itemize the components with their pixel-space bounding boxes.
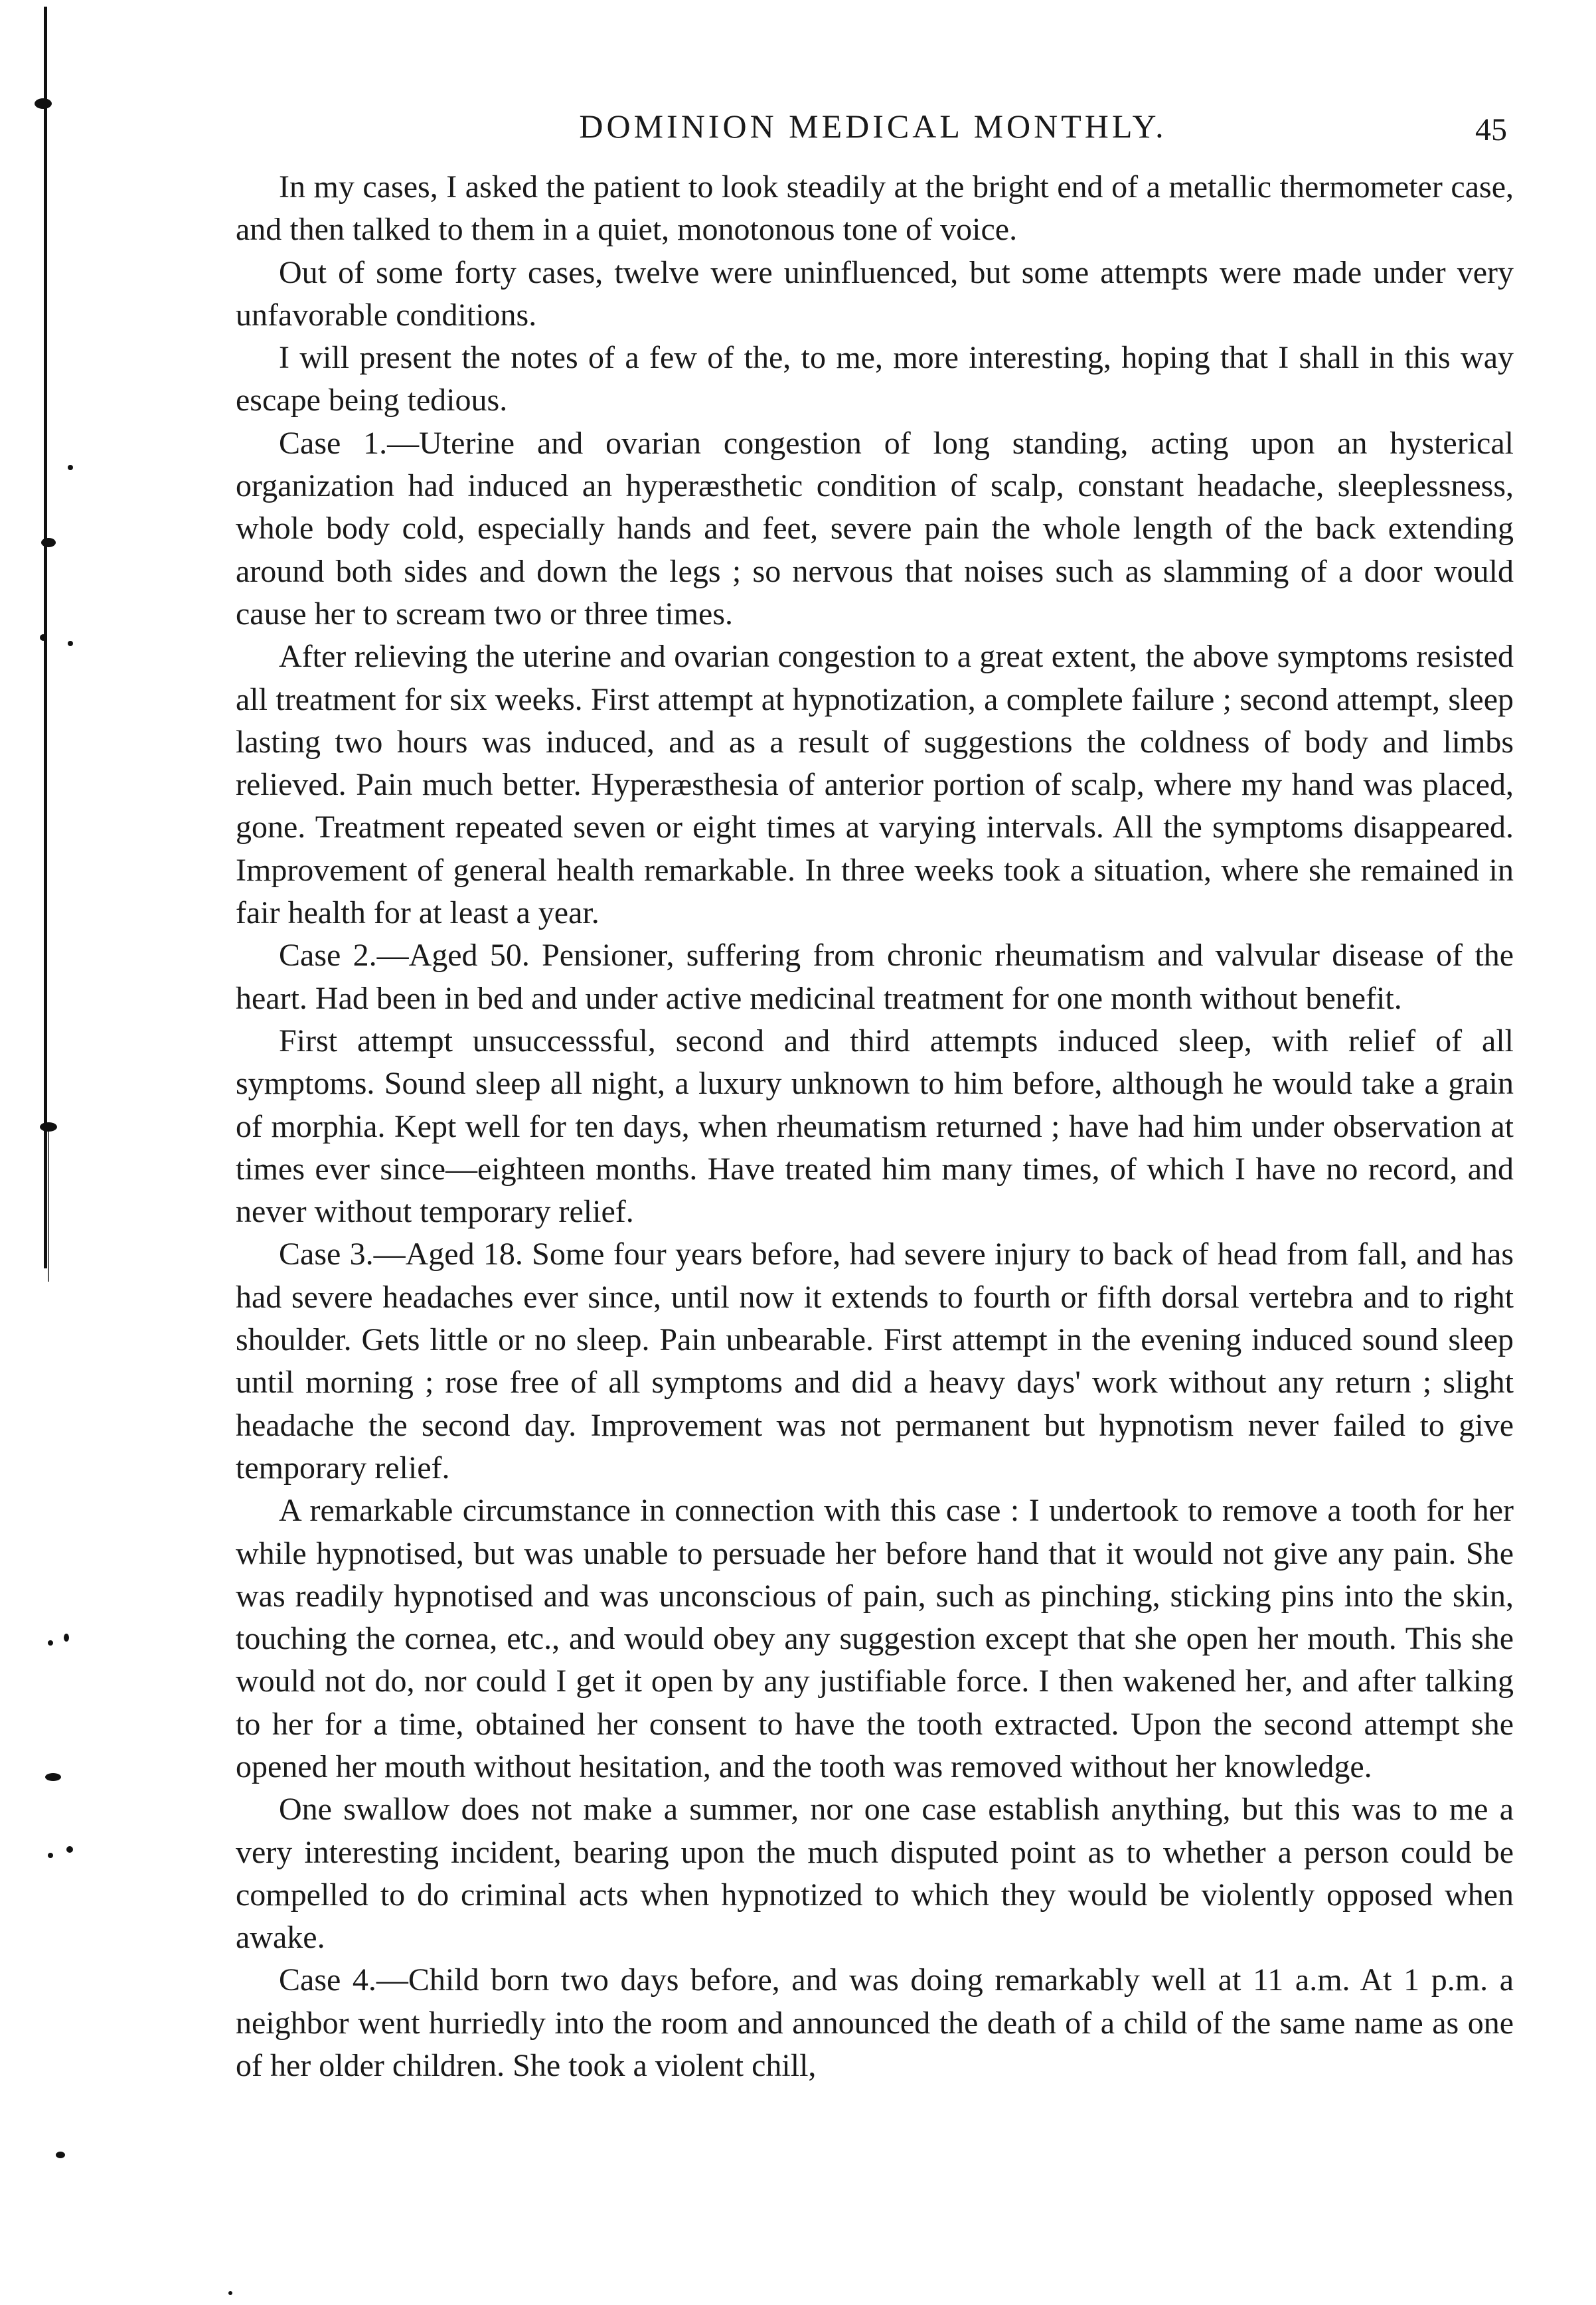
- scan-speck: [40, 1122, 57, 1132]
- scan-speck: [228, 2291, 232, 2295]
- page-header: [239, 100, 1507, 153]
- scan-speck: [64, 1634, 69, 1642]
- scan-speck: [68, 641, 73, 646]
- page-number: 45: [1475, 112, 1507, 147]
- paragraph-case-2: Case 2.—Aged 50. Pensioner, suffering from chronic rheumatism and valvular disease of the heart. Had been in bed and under active medicinal treatment for one month without benefit.: [236, 938, 1514, 1016]
- scan-speck: [66, 1846, 73, 1853]
- paragraph-case-1-treatment: After relieving the uterine and ovarian congestion to a great extent, the above symptoms resisted all treatment for six weeks. First attempt at hypnotization, a complete failure ; second attempt, sleep lasting two hours was induced, and as a result of suggestions the coldness of body and limbs relieved. Pain much better. Hyperæsthesia of anterior portion of scalp, where my hand was placed, gone. Treatment repeated seven or eight times at varying intervals. All the symptoms disappeared. Improvement of general health remarkable. In three weeks took a situation, where she remained in fair health for at least a year.: [236, 639, 1514, 931]
- scan-speck: [40, 634, 46, 641]
- scan-speck: [48, 1640, 53, 1646]
- paragraph-method: In my cases, I asked the patient to look steadily at the bright end of a metallic thermometer case, and then talked to them in a quiet, monotonous tone of voice.: [236, 169, 1514, 248]
- scan-speck: [41, 538, 56, 547]
- scan-speck: [56, 2152, 65, 2158]
- paragraph-intro-notes: I will present the notes of a few of the, to me, more interesting, hoping that I shall in this way escape being tedious.: [236, 340, 1514, 418]
- scan-speck: [68, 465, 73, 470]
- running-title: DOMINION MEDICAL MONTHLY.: [579, 108, 1167, 145]
- paragraph-case-4: Case 4.—Child born two days before, and was doing remarkably well at 11 a.m. At 1 p.m. a neighbor went hurriedly into the room and announced the death of a child of the same name as one of her older children. She took a violent chill,: [236, 1962, 1514, 2084]
- paragraph-case-2-treatment: First attempt unsuccesssful, second and third attempts induced sleep, with relief of all symptoms. Sound sleep all night, a luxury unknown to him before, although he would take a grain of morphia. Kept well for ten days, when rheumatism returned ; have had him under observation at times ever since—eighteen months. Have treated him many times, of which I have no record, and never without temporary relief.: [236, 1023, 1514, 1230]
- scan-speck: [35, 98, 52, 109]
- paragraph-case-1: Case 1.—Uterine and ovarian congestion of long standing, acting upon an hysterical organization had induced an hyperæsthetic condition of scalp, constant headache, sleeplessness, whole body cold, especially hands and feet, severe pain the whole length of the back extending around both sides and down the legs ; so nervous that noises such as slamming of a door would cause her to scream two or three times.: [236, 425, 1514, 632]
- scan-margin-rule-lower: [48, 1129, 49, 1282]
- scan-speck: [48, 1853, 53, 1858]
- paragraph-reflection: One swallow does not make a summer, nor one case establish anything, but this was to me a very interesting incident, bearing upon the much disputed point as to whether a person could be compelled to do criminal acts when hypnotized to which they would be violently opposed when awake.: [236, 1792, 1514, 1956]
- paragraph-case-3: Case 3.—Aged 18. Some four years before, had severe injury to back of head from fall, and has had severe headaches ever since, until now it extends to fourth or fifth dorsal vertebra and to right shoulder. Gets little or no sleep. Pain unbearable. First attempt in the evening induced sound sleep until morning ; rose free of all symptoms and did a heavy days' work without any return ; slight headache the second day. Improvement was not permanent but hypnotism never failed to give temporary relief.: [236, 1237, 1514, 1486]
- body-text: [236, 166, 1514, 2087]
- paragraph-case-3-tooth: A remarkable circumstance in connection with this case : I undertook to remove a tooth for her while hypnotised, but was unable to persuade her before hand that it would not give any pain. She was readily hypnotised and was unconscious of pain, such as pinching, sticking pins into the skin, touching the cornea, etc., and would obey any suggestion except that she open her mouth. This she would not do, nor could I get it open by any justifiable force. I then wakened her, and after talking to her for a time, obtained her consent to have the tooth extracted. Upon the second attempt she opened her mouth without hesitation, and the tooth was removed without her knowledge.: [236, 1493, 1514, 1784]
- scan-speck: [45, 1773, 61, 1781]
- paragraph-results: Out of some forty cases, twelve were uninfluenced, but some attempts were made under very unfavorable conditions.: [236, 254, 1514, 333]
